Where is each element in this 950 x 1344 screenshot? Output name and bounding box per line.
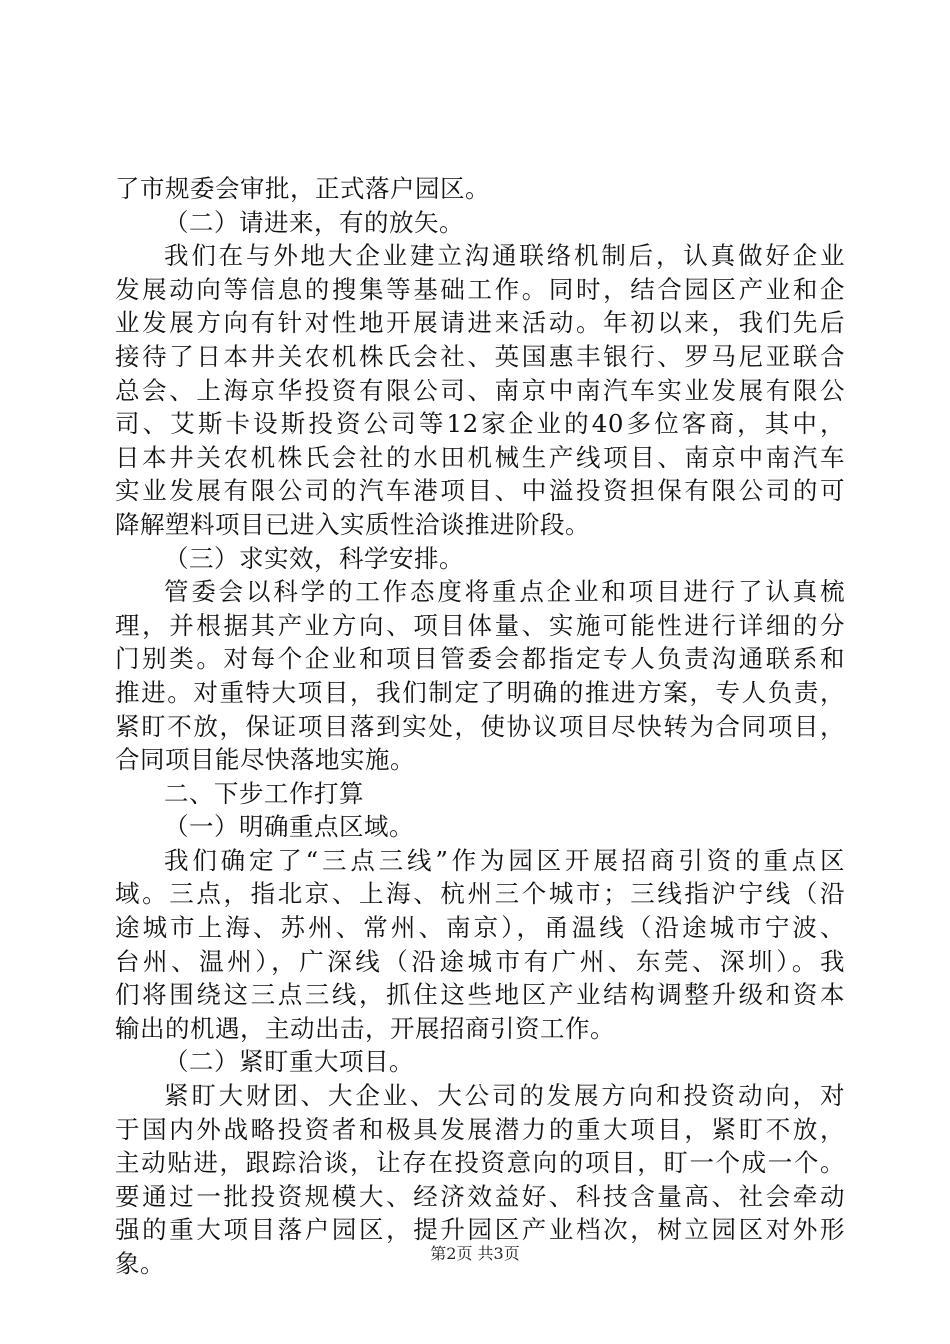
text-line: 输出的机遇，主动出击，开展招商引资工作。 (115, 1013, 615, 1043)
text-line: 于国内外战略投资者和极具发展潜力的重大项目，紧盯不放， (115, 1114, 845, 1144)
text-line: 紧盯大财团、大企业、大公司的发展方向和投资动向，对 (164, 1081, 845, 1111)
text-line: 管委会以科学的工作态度将重点企业和项目进行了认真梳 (164, 577, 845, 607)
text-line: 发展动向等信息的搜集等基础工作。同时，结合园区产业和企 (115, 274, 845, 304)
text-line: 域。三点，指北京、上海、杭州三个城市；三线指沪宁线（沿 (115, 879, 845, 909)
section-heading: 二、下步工作打算 (164, 778, 364, 808)
text-line: 台州、温州），广深线（沿途城市有广州、东莞、深圳）。我 (115, 946, 845, 976)
text-line: 接待了日本井关农机株氏会社、英国惠丰银行、罗马尼亚联合 (115, 341, 845, 371)
text-line: 实业发展有限公司的汽车港项目、中溢投资担保有限公司的可 (115, 476, 845, 506)
text-line: 象。 (115, 1249, 165, 1278)
text-line: 我们在与外地大企业建立沟通联络机制后，认真做好企业 (164, 241, 845, 271)
text-line: 门别类。对每个企业和项目管委会都指定专人负责沟通联系和 (115, 644, 845, 674)
section-heading: （二）紧盯重大项目。 (164, 1047, 414, 1077)
text-line: 日本井关农机株氏会社的水田机械生产线项目、南京中南汽车 (115, 442, 845, 472)
page-number-footer: 第2页 共3页 (430, 1244, 520, 1263)
text-line: 理，并根据其产业方向、项目体量、实施可能性进行详细的分 (115, 610, 845, 640)
section-heading: （一）明确重点区域。 (164, 812, 414, 842)
text-line: 主动贴进，跟踪洽谈，让存在投资意向的项目，盯一个成一个。 (115, 1148, 845, 1178)
text-line: 业发展方向有针对性地开展请进来活动。年初以来，我们先后 (115, 308, 845, 338)
text-line: 强的重大项目落户园区，提升园区产业档次，树立园区对外形 (115, 1215, 845, 1245)
text-line: 推进。对重特大项目，我们制定了明确的推进方案，专人负责， (115, 677, 845, 707)
text-line: 总会、上海京华投资有限公司、南京中南汽车实业发展有限公 (115, 375, 845, 405)
text-line: 司、艾斯卡设斯投资公司等12家企业的40多位客商，其中， (115, 409, 845, 439)
text-line: 紧盯不放，保证项目落到实处，使协议项目尽快转为合同项目， (115, 711, 845, 741)
document-body (115, 172, 845, 1281)
section-heading: （二）请进来，有的放矢。 (164, 207, 464, 237)
text-line: 要通过一批投资规模大、经济效益好、科技含量高、社会牵动 (115, 1181, 845, 1211)
text-line: 途城市上海、苏州、常州、南京），甬温线（沿途城市宁波、 (115, 913, 845, 943)
section-heading: （三）求实效，科学安排。 (164, 543, 464, 573)
text-line: 合同项目能尽快落地实施。 (115, 745, 415, 775)
text-line: 我们确定了“三点三线”作为园区开展招商引资的重点区 (164, 845, 845, 875)
text-line: 降解塑料项目已进入实质性洽谈推进阶段。 (115, 509, 590, 539)
text-line: 了市规委会审批，正式落户园区。 (115, 174, 490, 203)
text-line: 们将围绕这三点三线，抓住这些地区产业结构调整升级和资本 (115, 980, 845, 1010)
